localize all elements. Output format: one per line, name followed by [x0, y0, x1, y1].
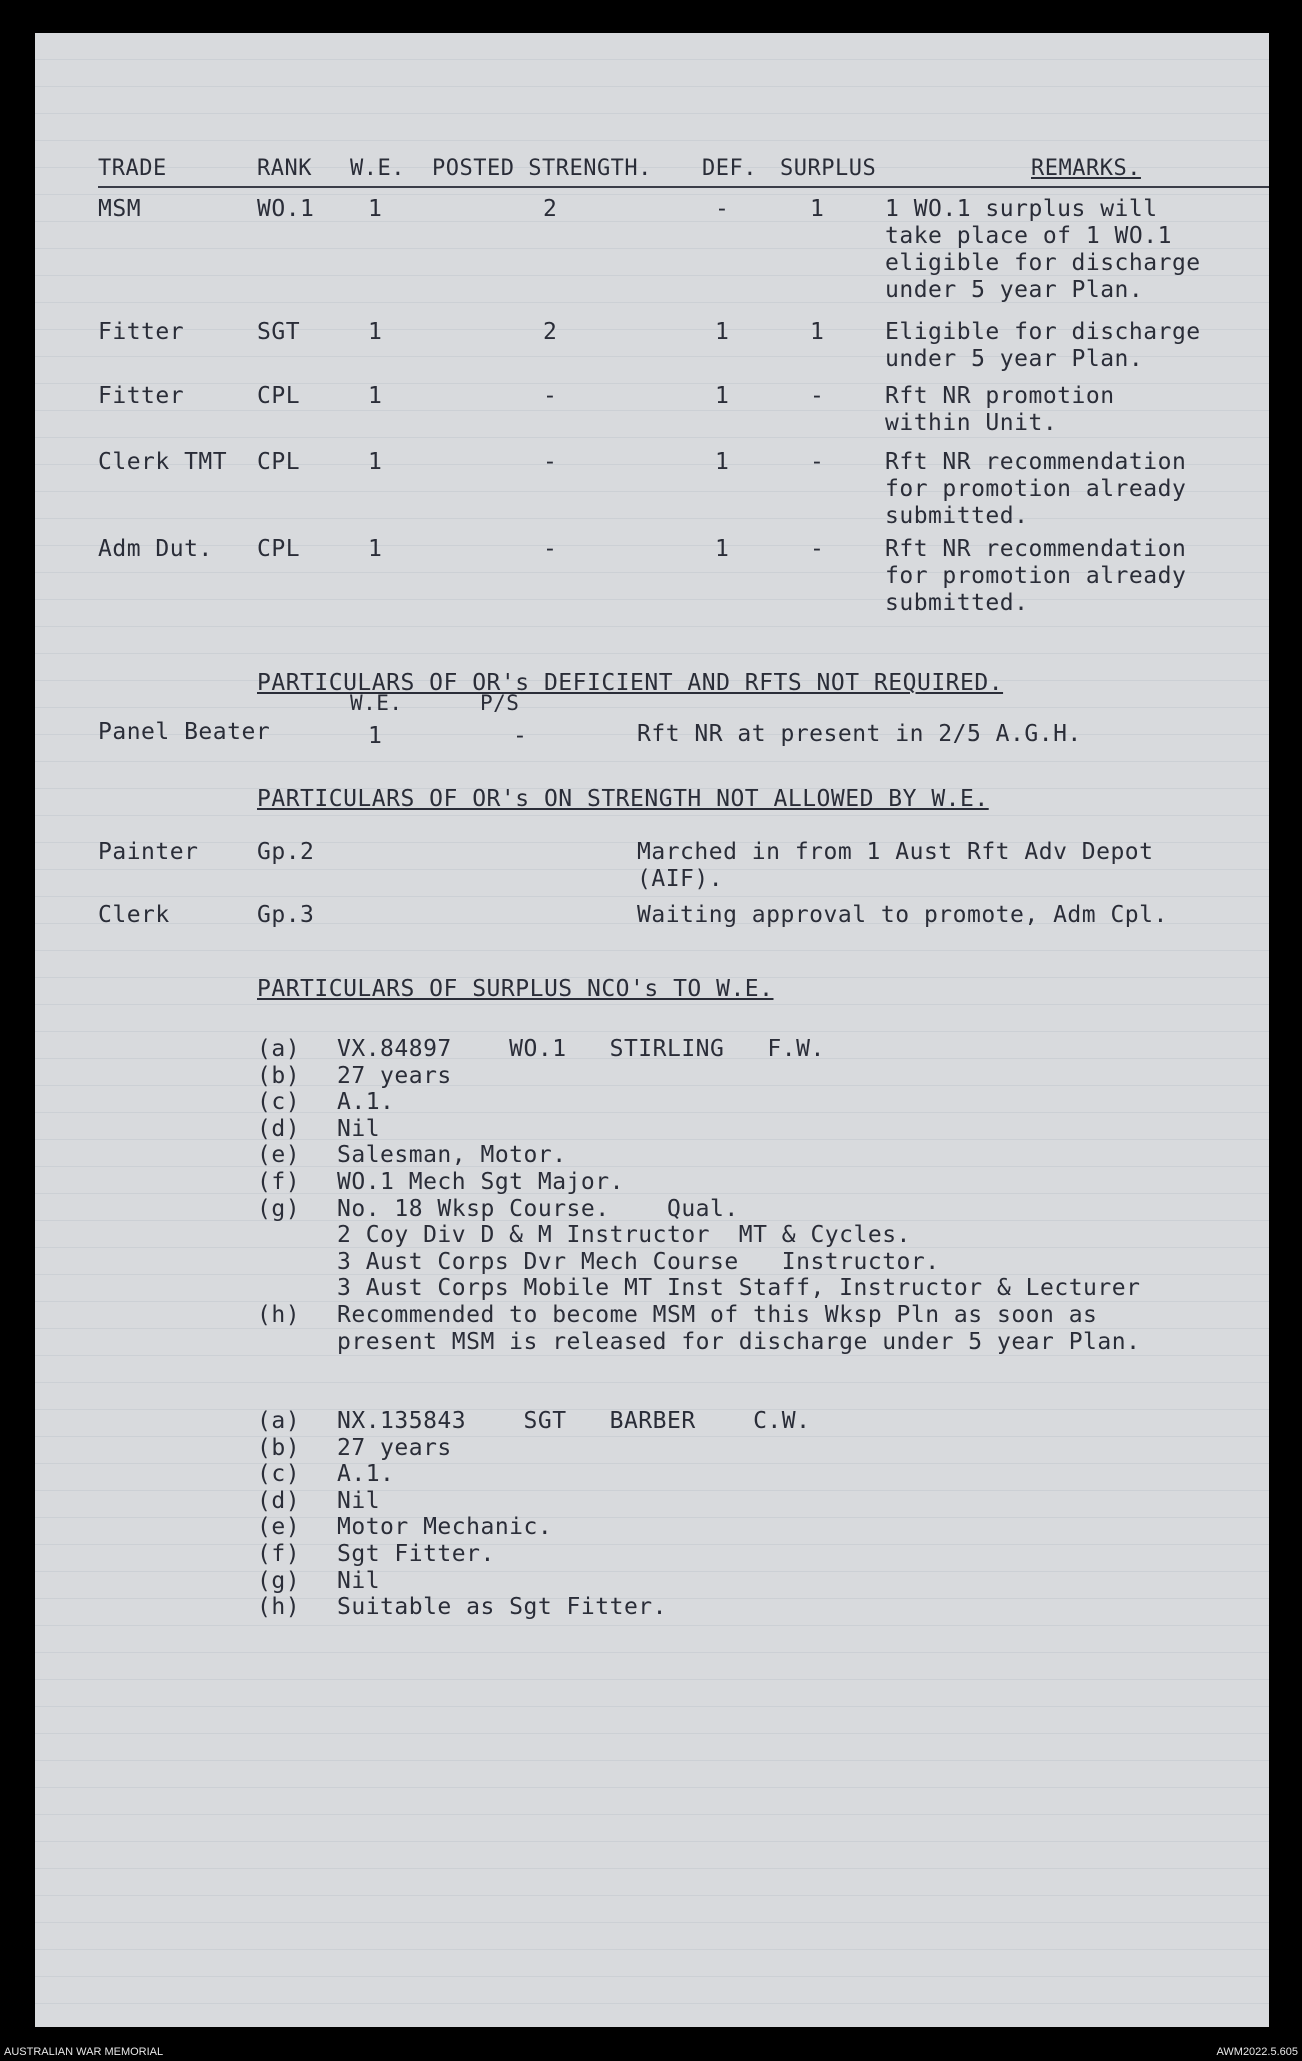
not-allowed-remark: Marched in from 1 Aust Rft Adv Depot	[637, 839, 1154, 865]
row-remark-line: for promotion already	[885, 476, 1187, 502]
row-surplus: 1	[810, 196, 825, 222]
nco-item-label: (a)	[257, 1036, 301, 1062]
header-trade: TRADE	[98, 156, 167, 181]
nco-item-text: 27 years	[337, 1434, 452, 1461]
deficient-trade: Panel Beater	[98, 719, 271, 745]
row-surplus: -	[810, 536, 825, 562]
row-posted: 2	[543, 196, 558, 222]
nco-item-label: (g)	[257, 1567, 301, 1594]
row-remark-line: submitted.	[885, 503, 1029, 529]
row-def: 1	[715, 536, 730, 562]
nco-item-text: Salesman, Motor.	[337, 1142, 567, 1169]
row-remark-line: for promotion already	[885, 563, 1187, 589]
row-trade: Fitter	[98, 319, 185, 345]
row-remark-line: 1 WO.1 surplus will	[885, 196, 1158, 222]
row-def: 1	[715, 449, 730, 475]
surplus-nco-heading: PARTICULARS OF SURPLUS NCO's TO W.E.	[257, 976, 774, 1002]
row-remark-line: Rft NR promotion	[885, 383, 1115, 409]
nco-item-text: Nil	[337, 1487, 381, 1514]
row-trade: MSM	[98, 196, 142, 222]
row-rank: CPL	[257, 536, 301, 562]
row-remark-line: Rft NR recommendation	[885, 449, 1187, 475]
header-we: W.E.	[350, 156, 405, 181]
nco-item-label: (f)	[257, 1169, 301, 1195]
row-posted: -	[543, 449, 558, 475]
row-we: 1	[368, 196, 383, 222]
row-def: 1	[715, 383, 730, 409]
nco-item-text: WO.1 Mech Sgt Major.	[337, 1169, 624, 1195]
nco-item-text: Suitable as Sgt Fitter.	[337, 1594, 667, 1621]
not-allowed-group: Gp.2	[257, 839, 315, 865]
nco-item-label: (a)	[257, 1408, 301, 1434]
row-posted: 2	[543, 319, 558, 345]
row-trade: Clerk TMT	[98, 449, 228, 475]
row-trade: Adm Dut.	[98, 536, 213, 562]
deficient-heading: PARTICULARS OF OR's DEFICIENT AND RFTS NOT REQUIRED.	[257, 670, 1004, 696]
nco-item-label: (b)	[257, 1062, 301, 1089]
nco-item-label: (c)	[257, 1089, 301, 1116]
nco-item-label: (d)	[257, 1115, 301, 1142]
row-trade: Fitter	[98, 383, 185, 409]
row-remark-line: under 5 year Plan.	[885, 346, 1144, 372]
nco-item-text: Nil	[337, 1567, 381, 1594]
row-remark-line: Rft NR recommendation	[885, 536, 1187, 562]
not-allowed-remark: Waiting approval to promote, Adm Cpl.	[637, 902, 1168, 928]
nco-item-text: present MSM is released for discharge under 5 year Plan.	[337, 1328, 1141, 1355]
header-def: DEF.	[702, 156, 757, 181]
nco-item-text: Recommended to become MSM of this Wksp Pln as soon as	[337, 1302, 1098, 1328]
header-remarks: REMARKS.	[1031, 156, 1141, 181]
header-surplus: SURPLUS	[780, 156, 877, 181]
row-surplus: 1	[810, 319, 825, 345]
nco-item-label: (e)	[257, 1514, 301, 1541]
deficient-col-we: W.E.	[350, 691, 403, 715]
header-posted-strength: POSTED STRENGTH.	[432, 156, 652, 181]
nco-item-label: (f)	[257, 1541, 301, 1567]
footer-right: AWM2022.5.605	[1216, 2046, 1298, 2058]
not-allowed-trade: Clerk	[98, 902, 170, 928]
nco-item-text: 2 Coy Div D & M Instructor MT & Cycles.	[337, 1222, 911, 1249]
nco-item-label: (c)	[257, 1461, 301, 1488]
nco-item-label: (e)	[257, 1142, 301, 1169]
nco-item-label: (h)	[257, 1302, 301, 1328]
header-rank: RANK	[257, 156, 312, 181]
row-rank: CPL	[257, 449, 301, 475]
nco-item-label: (h)	[257, 1594, 301, 1621]
row-we: 1	[368, 536, 383, 562]
row-surplus: -	[810, 383, 825, 409]
nco-item-text: 3 Aust Corps Mobile MT Inst Staff, Instructor & Lecturer	[337, 1275, 1141, 1302]
nco-item-text: Motor Mechanic.	[337, 1514, 553, 1541]
row-we: 1	[368, 383, 383, 409]
row-remark-line: take place of 1 WO.1	[885, 223, 1172, 249]
not-allowed-heading: PARTICULARS OF OR's ON STRENGTH NOT ALLOWED BY W.E.	[257, 786, 989, 812]
row-def: -	[715, 196, 730, 222]
footer-left: AUSTRALIAN WAR MEMORIAL	[4, 2046, 164, 2058]
nco-item-label: (d)	[257, 1487, 301, 1514]
nco-item-text: A.1.	[337, 1089, 395, 1116]
nco-item-text: No. 18 Wksp Course. Qual.	[337, 1195, 739, 1222]
row-remark-line: under 5 year Plan.	[885, 277, 1144, 303]
row-rank: SGT	[257, 319, 301, 345]
nco-item-text: VX.84897 WO.1 STIRLING F.W.	[337, 1036, 825, 1062]
row-posted: -	[543, 536, 558, 562]
row-remark-line: submitted.	[885, 590, 1029, 616]
row-surplus: -	[810, 449, 825, 475]
not-allowed-remark: (AIF).	[637, 866, 724, 892]
deficient-col-ps: P/S	[480, 691, 520, 715]
nco-item-text: 3 Aust Corps Dvr Mech Course Instructor.	[337, 1248, 940, 1275]
nco-item-label: (g)	[257, 1195, 301, 1222]
not-allowed-group: Gp.3	[257, 902, 315, 928]
row-rank: WO.1	[257, 196, 315, 222]
row-we: 1	[368, 449, 383, 475]
row-remark-line: Eligible for discharge	[885, 319, 1201, 345]
row-rank: CPL	[257, 383, 301, 409]
row-def: 1	[715, 319, 730, 345]
deficient-remark: Rft NR at present in 2/5 A.G.H.	[637, 721, 1082, 747]
deficient-ps: -	[513, 723, 528, 749]
row-remark-line: eligible for discharge	[885, 250, 1201, 276]
nco-item-text: Nil	[337, 1115, 381, 1142]
nco-item-label: (b)	[257, 1434, 301, 1461]
row-remark-line: within Unit.	[885, 410, 1058, 436]
nco-item-text: 27 years	[337, 1062, 452, 1089]
deficient-we: 1	[368, 723, 383, 749]
header-rule	[98, 186, 1269, 188]
not-allowed-trade: Painter	[98, 839, 199, 865]
row-we: 1	[368, 319, 383, 345]
document-page	[35, 33, 1269, 2027]
row-posted: -	[543, 383, 558, 409]
nco-item-text: Sgt Fitter.	[337, 1541, 495, 1567]
nco-item-text: A.1.	[337, 1461, 395, 1488]
nco-item-text: NX.135843 SGT BARBER C.W.	[337, 1408, 811, 1434]
